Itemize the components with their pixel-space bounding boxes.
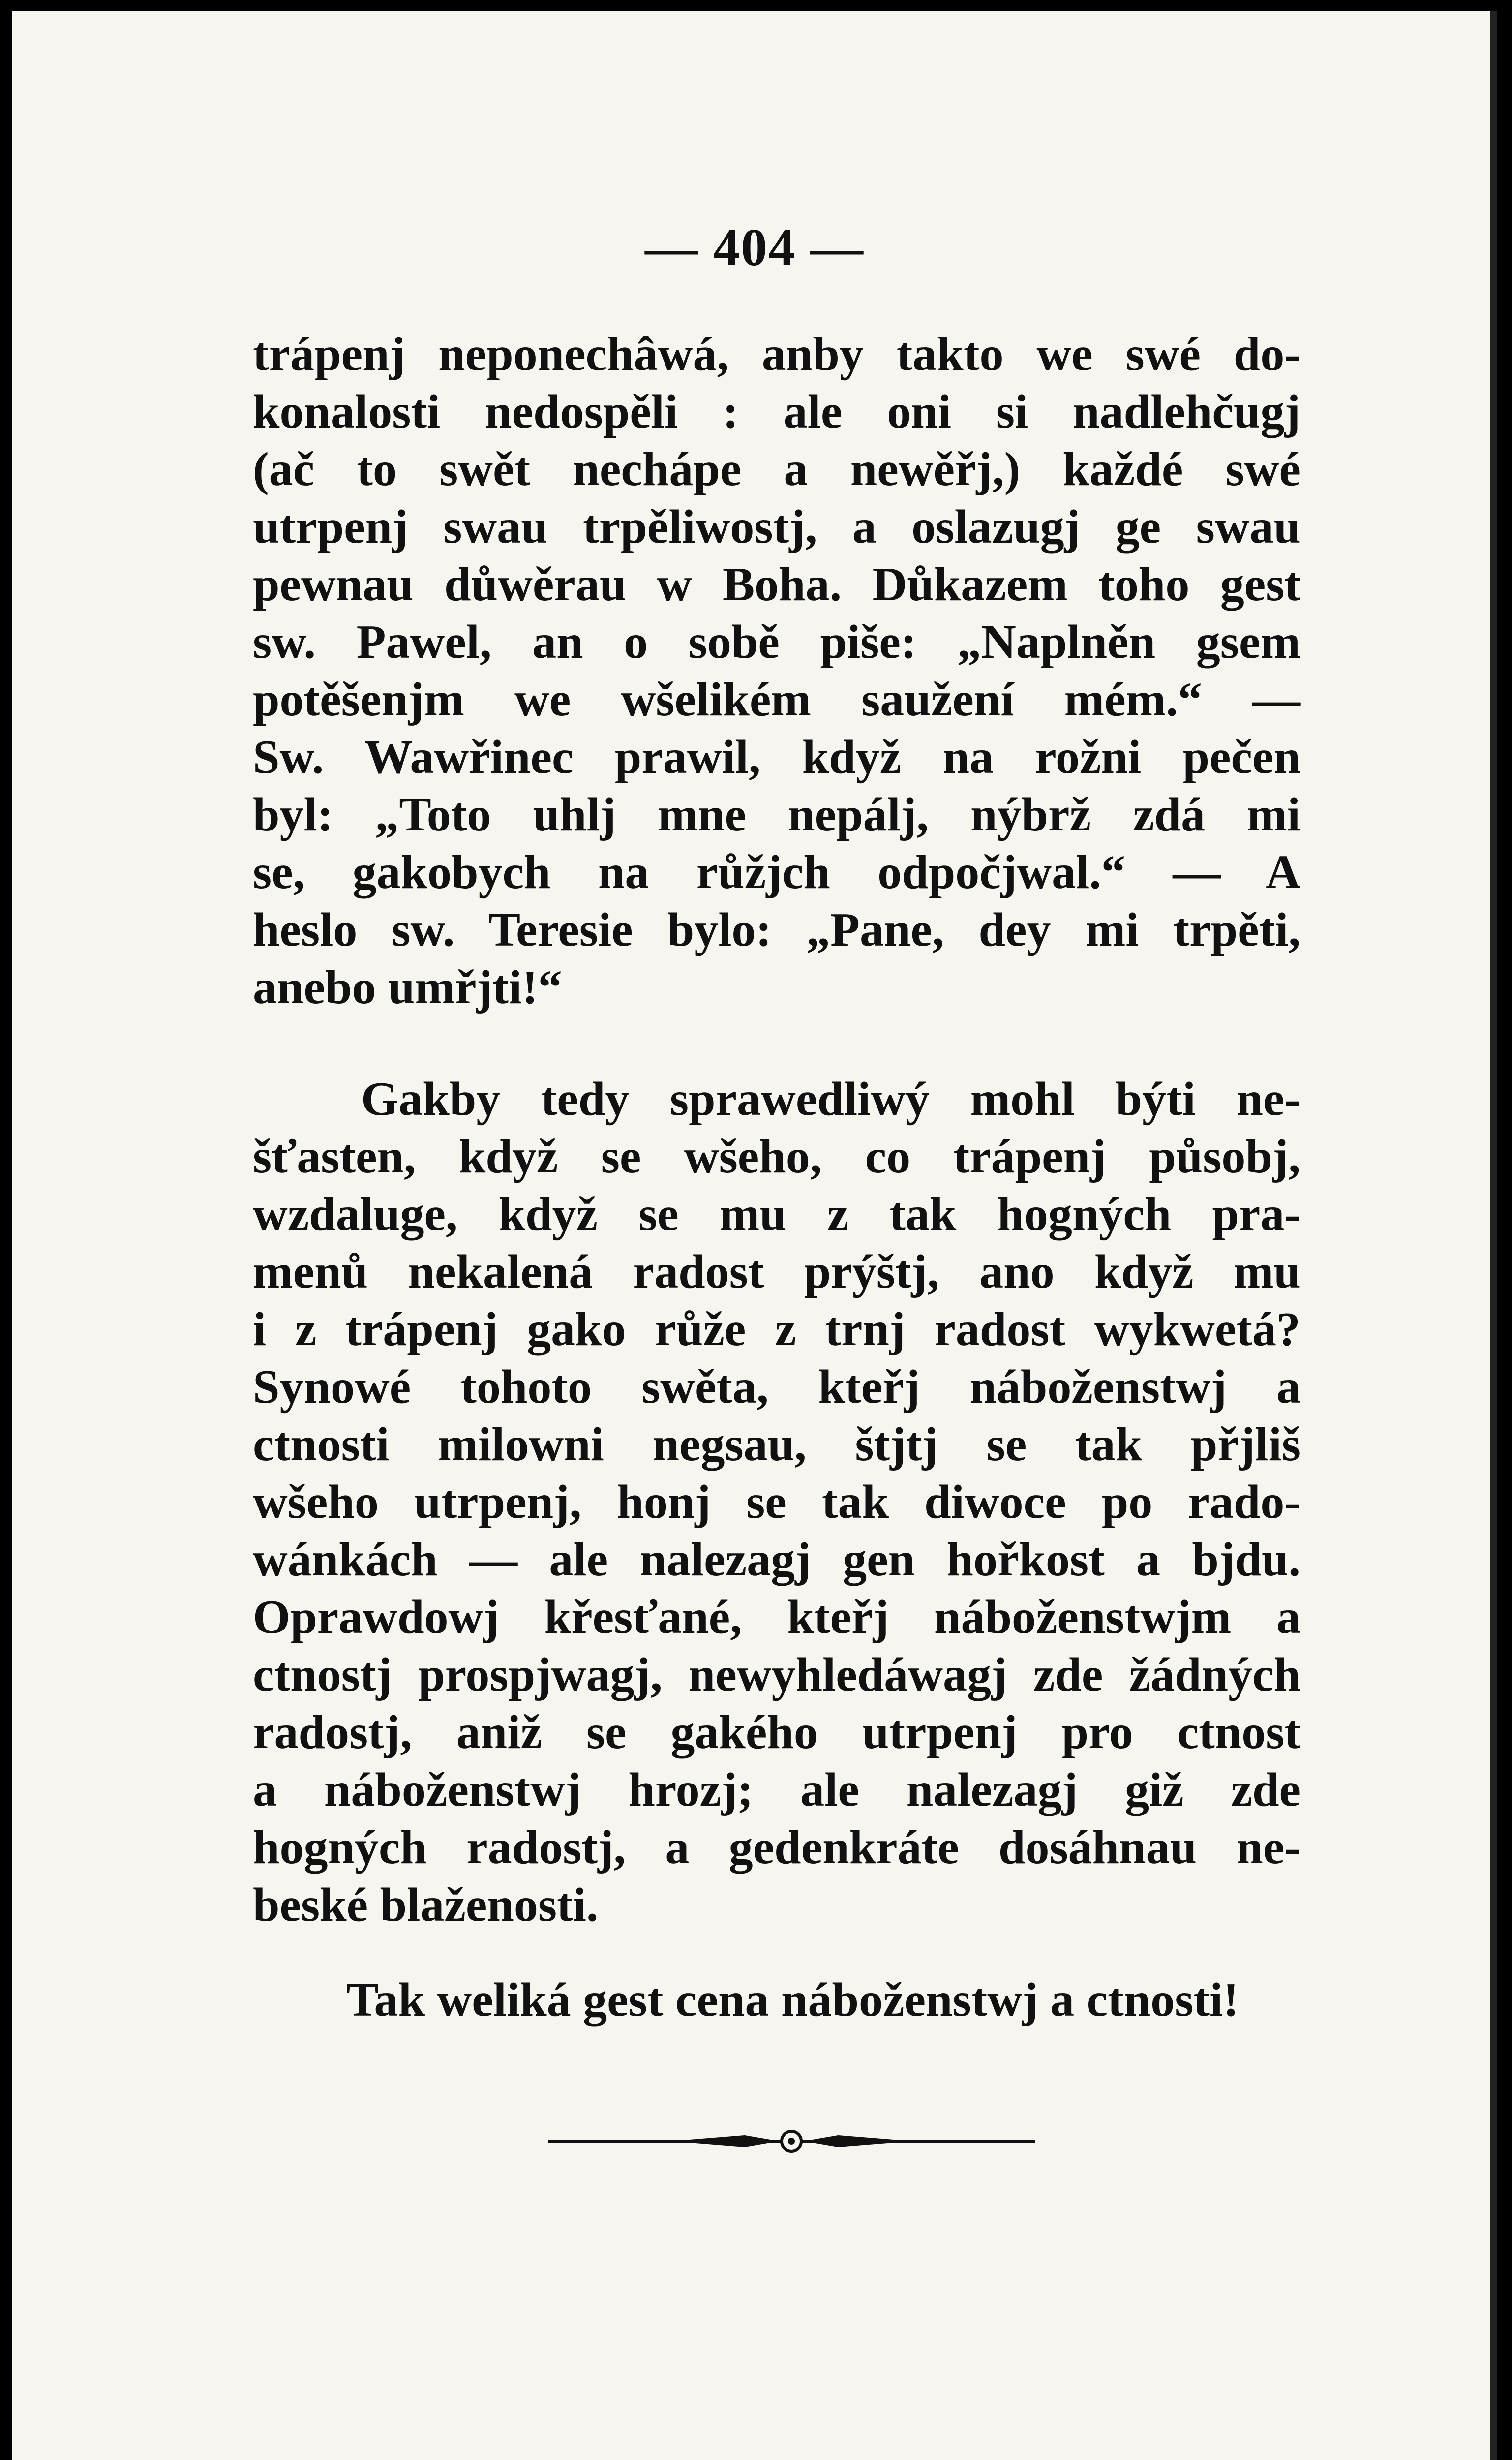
text-line: se, gakobych na růžjch odpočjwal.“ — A [253,846,1300,899]
page-number: — 404 — [645,218,864,277]
book-page [12,11,1497,2460]
text-line: beské blaženosti. [253,1878,599,1932]
decorative-divider [548,2122,1035,2161]
text-line: Gakby tedy sprawedliwý mohl býti ne- [361,1073,1300,1126]
text-line: Oprawdowj křesťané, kteřj náboženstwjm a [253,1591,1300,1644]
text-line: Synowé tohoto swěta, kteřj náboženstwj a [253,1360,1300,1414]
text-line: ctnosti milowni negsau, štjtj se tak přjliš [253,1418,1300,1471]
text-line: šťasten, když se wšeho, co trápenj působj, [253,1130,1300,1183]
text-line: heslo sw. Teresie bylo: „Pane, dey mi trpěti, [253,903,1300,956]
text-line: byl: „Toto uhlj mne nepálj, nýbrž zdá mi [253,788,1300,841]
text-line: potěšenjm we wšelikém saužení mém.“ — [253,673,1300,726]
page-edge-shadow [1490,11,1497,2460]
paragraph-2 [253,1071,1300,1934]
text-line: utrpenj swau trpěliwostj, a oslazugj ge swau [253,500,1300,554]
closing-line: Tak weliká gest cena náboženstwj a ctnosti! [346,1973,1239,2027]
text-line: sw. Pawel, an o sobě piše: „Naplněn gsem [253,615,1300,669]
text-line: menů nekalená radost prýštj, ano když mu [253,1245,1300,1298]
text-line: a náboženstwj hrozj; ale nalezagj giž zde [253,1763,1300,1816]
text-line: konalosti nedospěli : ale oni si nadlehčugj [253,385,1300,438]
paragraph-1 [253,326,1300,1016]
paragraph-gap [253,1016,1300,1071]
text-line: (ač to swět nechápe a newěřj,) každé swé [253,443,1300,496]
body-text [253,326,1300,1934]
text-line: radostj, aniž se gakého utrpenj pro ctnost [253,1706,1300,1759]
text-line: i z trápenj gako růže z trnj radost wykwetá? [253,1303,1300,1356]
text-line: wšeho utrpenj, honj se tak diwoce po rado- [253,1476,1300,1529]
text-line: anebo umřjti!“ [253,961,562,1014]
text-line: wánkách — ale nalezagj gen hořkost a bjdu. [253,1533,1300,1586]
text-line: pewnau důwěrau w Boha. Důkazem toho gest [253,558,1300,611]
text-line: trápenj neponechâwá, anby takto we swé do- [253,328,1300,381]
text-line: hogných radostj, a gedenkráte dosáhnau ne- [253,1821,1300,1874]
text-line: ctnostj prospjwagj, newyhledáwagj zde žádných [253,1648,1300,1701]
text-line: Sw. Wawřinec prawil, když na rožni pečen [253,731,1300,784]
text-line: wzdaluge, když se mu z tak hogných pra- [253,1188,1300,1241]
